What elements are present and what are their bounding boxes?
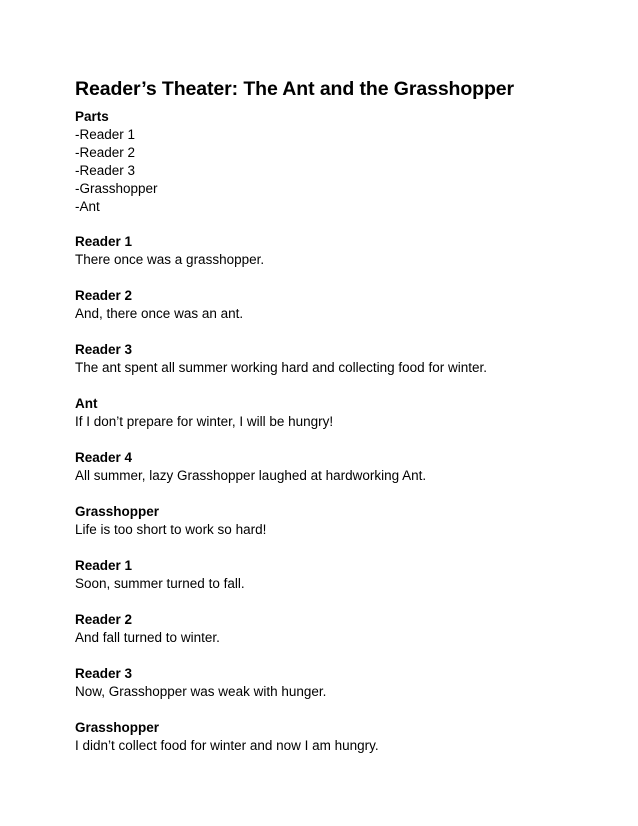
parts-section xyxy=(75,108,598,216)
speaker-name: Reader 2 xyxy=(75,288,133,303)
line-text: If I don’t prepare for winter, I will be hungry! xyxy=(75,414,334,429)
part-item: -Reader 3 xyxy=(75,163,136,178)
script-line xyxy=(75,665,598,701)
speaker-name: Grasshopper xyxy=(75,720,160,735)
line-text: I didn’t collect food for winter and now I am hungry. xyxy=(75,738,379,753)
script-line xyxy=(75,449,598,485)
part-item: -Grasshopper xyxy=(75,181,158,196)
speaker-name: Reader 4 xyxy=(75,450,133,465)
line-text: And, there once was an ant. xyxy=(75,306,244,321)
speaker-name: Reader 3 xyxy=(75,342,133,357)
line-text: And fall turned to winter. xyxy=(75,630,220,645)
script-line xyxy=(75,557,598,593)
speaker-name: Ant xyxy=(75,396,98,411)
parts-heading: Parts xyxy=(75,109,109,124)
line-text: Soon, summer turned to fall. xyxy=(75,576,245,591)
speaker-name: Grasshopper xyxy=(75,504,160,519)
line-text: Life is too short to work so hard! xyxy=(75,522,267,537)
parts-list xyxy=(75,126,598,216)
speaker-name: Reader 1 xyxy=(75,234,133,249)
document-title: Reader’s Theater: The Ant and the Grasshopper xyxy=(75,78,515,100)
speaker-name: Reader 3 xyxy=(75,666,133,681)
line-text: There once was a grasshopper. xyxy=(75,252,265,267)
part-item: -Ant xyxy=(75,199,100,214)
script-line xyxy=(75,341,598,377)
script-lines xyxy=(75,233,598,755)
script-line xyxy=(75,287,598,323)
speaker-name: Reader 1 xyxy=(75,558,133,573)
part-item: -Reader 2 xyxy=(75,145,136,160)
script-line xyxy=(75,233,598,269)
line-text: The ant spent all summer working hard and collecting food for winter. xyxy=(75,360,487,375)
speaker-name: Reader 2 xyxy=(75,612,133,627)
script-line xyxy=(75,395,598,431)
script-line xyxy=(75,503,598,539)
script-line xyxy=(75,719,598,755)
line-text: All summer, lazy Grasshopper laughed at hardworking Ant. xyxy=(75,468,427,483)
part-item: -Reader 1 xyxy=(75,127,136,142)
script-line xyxy=(75,611,598,647)
line-text: Now, Grasshopper was weak with hunger. xyxy=(75,684,327,699)
